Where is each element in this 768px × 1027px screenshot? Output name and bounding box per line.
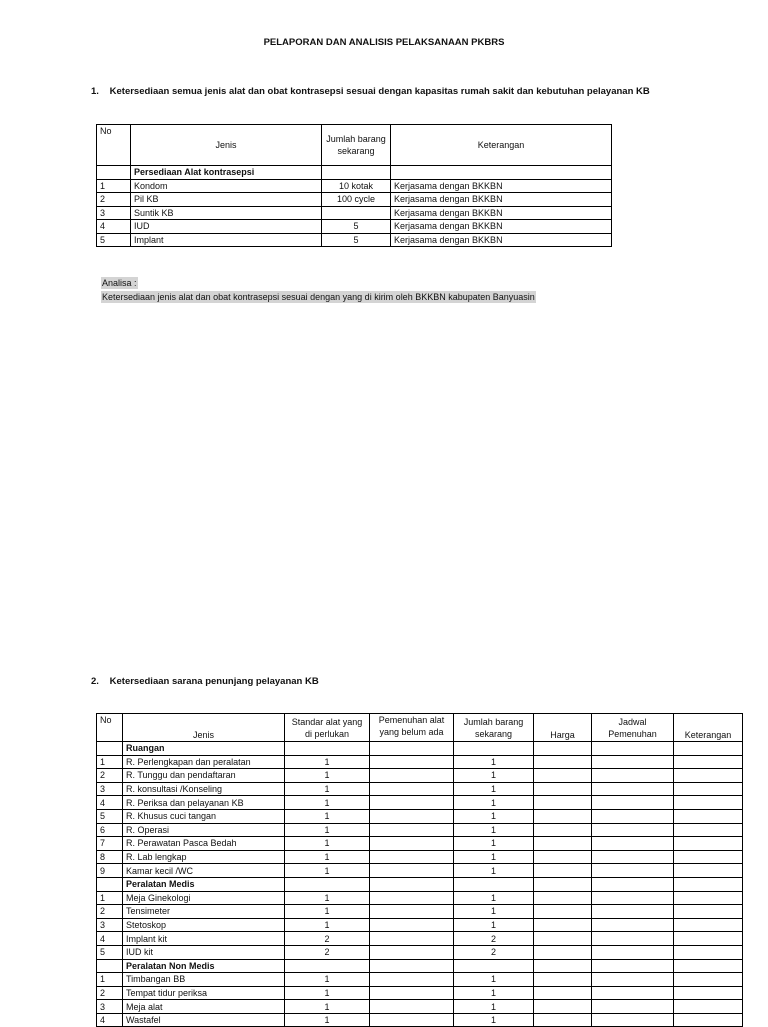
cell-standar: 1 — [285, 796, 370, 810]
cell-keterangan — [674, 769, 743, 783]
cell-standar: 1 — [285, 973, 370, 987]
cell-keterangan — [674, 918, 743, 932]
cell-jumlah: 1 — [454, 1013, 534, 1027]
cell-harga — [534, 891, 592, 905]
cell-jadwal — [592, 932, 674, 946]
cell-empty — [370, 959, 454, 973]
analysis-text: Ketersediaan jenis alat dan obat kontrasepsi sesuai dengan yang di kirim oleh BKKBN kabupaten Banyuasin — [102, 292, 535, 302]
cell-jenis: Kamar kecil /WC — [123, 864, 285, 878]
cell-no: 1 — [97, 973, 123, 987]
cell-keterangan — [674, 837, 743, 851]
cell-no: 1 — [97, 755, 123, 769]
cell-keterangan — [674, 823, 743, 837]
cell-standar: 2 — [285, 945, 370, 959]
cell-jadwal — [592, 945, 674, 959]
cell-jenis: Stetoskop — [123, 918, 285, 932]
cell-empty — [454, 959, 534, 973]
cell-jumlah: 1 — [454, 850, 534, 864]
cell-jumlah: 1 — [454, 837, 534, 851]
cell-empty — [592, 742, 674, 756]
cell-jadwal — [592, 986, 674, 1000]
cell-pemenuhan — [370, 809, 454, 823]
cell-harga — [534, 864, 592, 878]
cell-jumlah — [322, 206, 391, 220]
cell-empty — [592, 877, 674, 891]
page-title: PELAPORAN DAN ANALISIS PELAKSANAAN PKBRS — [263, 37, 505, 48]
cell-no: 5 — [97, 233, 131, 247]
table-row — [97, 891, 743, 905]
table-row — [97, 755, 743, 769]
cell-standar: 1 — [285, 1000, 370, 1014]
table-row — [97, 918, 743, 932]
cell-jenis: Implant — [131, 233, 322, 247]
cell-jumlah: 5 — [322, 220, 391, 234]
table-row — [97, 233, 612, 247]
cell-pemenuhan — [370, 986, 454, 1000]
cell-pemenuhan — [370, 796, 454, 810]
cell-harga — [534, 918, 592, 932]
cell-standar: 1 — [285, 823, 370, 837]
cell-no — [97, 166, 131, 180]
cell-jumlah: 1 — [454, 864, 534, 878]
cell-jadwal — [592, 755, 674, 769]
cell-keterangan: Kerjasama dengan BKKBN — [391, 233, 612, 247]
cell-jadwal — [592, 1013, 674, 1027]
contraceptive-stock-table — [96, 124, 612, 247]
cell-no: 4 — [97, 932, 123, 946]
section-2-heading — [91, 676, 319, 687]
cell-no: 9 — [97, 864, 123, 878]
cell-no — [97, 959, 123, 973]
cell-jadwal — [592, 1000, 674, 1014]
cell-keterangan — [674, 864, 743, 878]
cell-keterangan — [674, 986, 743, 1000]
cell-standar: 1 — [285, 905, 370, 919]
cell-jenis: Meja alat — [123, 1000, 285, 1014]
table-row — [97, 932, 743, 946]
cell-jumlah: 1 — [454, 973, 534, 987]
cell-jenis: Timbangan BB — [123, 973, 285, 987]
column-header-jadwal: Jadwal Pemenuhan — [592, 714, 674, 742]
cell-jadwal — [592, 769, 674, 783]
cell-no: 7 — [97, 837, 123, 851]
table-row — [97, 905, 743, 919]
cell-empty — [674, 742, 743, 756]
cell-keterangan — [674, 905, 743, 919]
cell-pemenuhan — [370, 837, 454, 851]
cell-jenis: R. Tunggu dan pendaftaran — [123, 769, 285, 783]
cell-harga — [534, 809, 592, 823]
cell-jumlah: 1 — [454, 755, 534, 769]
cell-harga — [534, 1000, 592, 1014]
table-row — [97, 864, 743, 878]
cell-harga — [534, 823, 592, 837]
cell-standar: 1 — [285, 864, 370, 878]
cell-no: 2 — [97, 986, 123, 1000]
group-label: Peralatan Non Medis — [123, 959, 285, 973]
cell-harga — [534, 769, 592, 783]
cell-no: 2 — [97, 769, 123, 783]
cell-no: 4 — [97, 1013, 123, 1027]
table-row — [97, 179, 612, 193]
cell-jadwal — [592, 837, 674, 851]
cell-jumlah: 1 — [454, 905, 534, 919]
table-row — [97, 823, 743, 837]
cell-jumlah: 10 kotak — [322, 179, 391, 193]
cell-no: 2 — [97, 905, 123, 919]
cell-standar: 1 — [285, 755, 370, 769]
cell-keterangan — [674, 1000, 743, 1014]
cell-pemenuhan — [370, 905, 454, 919]
cell-jumlah: 1 — [454, 769, 534, 783]
cell-keterangan: Kerjasama dengan BKKBN — [391, 206, 612, 220]
cell-jumlah — [322, 166, 391, 180]
cell-pemenuhan — [370, 932, 454, 946]
cell-standar: 1 — [285, 891, 370, 905]
cell-harga — [534, 755, 592, 769]
cell-empty — [370, 742, 454, 756]
cell-empty — [534, 742, 592, 756]
analysis-label: Analisa : — [102, 278, 137, 288]
cell-no: 3 — [97, 782, 123, 796]
cell-pemenuhan — [370, 769, 454, 783]
table-row — [97, 850, 743, 864]
cell-pemenuhan — [370, 823, 454, 837]
cell-harga — [534, 986, 592, 1000]
cell-empty — [370, 877, 454, 891]
column-header-jenis: Jenis — [131, 125, 322, 166]
cell-no: 4 — [97, 796, 123, 810]
table-row — [97, 220, 612, 234]
cell-no — [97, 742, 123, 756]
cell-jadwal — [592, 973, 674, 987]
table-row — [97, 796, 743, 810]
cell-no: 5 — [97, 809, 123, 823]
cell-standar: 1 — [285, 850, 370, 864]
cell-harga — [534, 796, 592, 810]
cell-jadwal — [592, 918, 674, 932]
section-2-heading-text: Ketersediaan sarana penunjang pelayanan KB — [109, 676, 319, 687]
column-header-standar: Standar alat yang di perlukan — [285, 714, 370, 742]
table-row — [97, 809, 743, 823]
cell-jenis: R. Perlengkapan dan peralatan — [123, 755, 285, 769]
cell-keterangan — [674, 932, 743, 946]
column-header-jumlah: Jumlah barang sekarang — [322, 125, 391, 166]
cell-jadwal — [592, 796, 674, 810]
group-row — [97, 166, 612, 180]
cell-pemenuhan — [370, 891, 454, 905]
cell-keterangan — [674, 891, 743, 905]
cell-keterangan — [674, 809, 743, 823]
cell-keterangan — [674, 755, 743, 769]
cell-jadwal — [592, 850, 674, 864]
column-header-keterangan: Keterangan — [674, 714, 743, 742]
cell-no: 1 — [97, 179, 131, 193]
cell-pemenuhan — [370, 850, 454, 864]
cell-jumlah: 1 — [454, 796, 534, 810]
table-row — [97, 973, 743, 987]
cell-pemenuhan — [370, 782, 454, 796]
cell-jadwal — [592, 891, 674, 905]
cell-jadwal — [592, 782, 674, 796]
cell-jenis: Kondom — [131, 179, 322, 193]
cell-keterangan — [674, 850, 743, 864]
cell-jenis: R. Lab lengkap — [123, 850, 285, 864]
group-row — [97, 877, 743, 891]
table-row — [97, 1013, 743, 1027]
cell-empty — [285, 742, 370, 756]
cell-empty — [592, 959, 674, 973]
cell-no: 5 — [97, 945, 123, 959]
cell-jumlah: 1 — [454, 809, 534, 823]
cell-standar: 1 — [285, 782, 370, 796]
cell-empty — [454, 742, 534, 756]
cell-jenis: IUD — [131, 220, 322, 234]
section-1-number: 1. — [91, 86, 99, 97]
cell-pemenuhan — [370, 864, 454, 878]
cell-no — [97, 877, 123, 891]
support-facilities-table — [96, 713, 743, 1027]
cell-no: 2 — [97, 193, 131, 207]
cell-no: 3 — [97, 1000, 123, 1014]
cell-empty — [674, 959, 743, 973]
cell-empty — [454, 877, 534, 891]
cell-harga — [534, 905, 592, 919]
cell-keterangan — [674, 1013, 743, 1027]
cell-jenis: R. Periksa dan pelayanan KB — [123, 796, 285, 810]
cell-keterangan: Kerjasama dengan BKKBN — [391, 179, 612, 193]
cell-standar: 1 — [285, 1013, 370, 1027]
cell-standar: 2 — [285, 932, 370, 946]
cell-harga — [534, 945, 592, 959]
cell-jadwal — [592, 823, 674, 837]
section-1-heading-text: Ketersediaan semua jenis alat dan obat kontrasepsi sesuai dengan kapasitas rumah sakit dan kebutuhan pelayanan KB — [109, 86, 650, 97]
cell-jumlah: 1 — [454, 891, 534, 905]
cell-pemenuhan — [370, 973, 454, 987]
cell-standar: 1 — [285, 837, 370, 851]
cell-pemenuhan — [370, 755, 454, 769]
cell-harga — [534, 932, 592, 946]
cell-standar: 1 — [285, 769, 370, 783]
cell-jumlah: 1 — [454, 782, 534, 796]
cell-no: 3 — [97, 918, 123, 932]
table-row — [97, 193, 612, 207]
cell-keterangan: Kerjasama dengan BKKBN — [391, 193, 612, 207]
cell-jumlah: 1 — [454, 823, 534, 837]
cell-jadwal — [592, 905, 674, 919]
column-header-pemenuhan: Pemenuhan alat yang belum ada — [370, 714, 454, 742]
cell-jenis: IUD kit — [123, 945, 285, 959]
cell-standar: 1 — [285, 918, 370, 932]
cell-no: 3 — [97, 206, 131, 220]
table-row — [97, 986, 743, 1000]
cell-jumlah: 1 — [454, 1000, 534, 1014]
cell-pemenuhan — [370, 918, 454, 932]
cell-standar: 1 — [285, 986, 370, 1000]
cell-jumlah: 1 — [454, 986, 534, 1000]
cell-no: 1 — [97, 891, 123, 905]
cell-empty — [285, 959, 370, 973]
section-2-number: 2. — [91, 676, 99, 687]
cell-harga — [534, 850, 592, 864]
cell-pemenuhan — [370, 1000, 454, 1014]
cell-harga — [534, 973, 592, 987]
cell-jenis: Meja Ginekologi — [123, 891, 285, 905]
table-row — [97, 782, 743, 796]
cell-harga — [534, 782, 592, 796]
cell-keterangan: Kerjasama dengan BKKBN — [391, 220, 612, 234]
group-label: Peralatan Medis — [123, 877, 285, 891]
cell-jenis: Tempat tidur periksa — [123, 986, 285, 1000]
column-header-no: No — [97, 714, 123, 742]
group-row — [97, 959, 743, 973]
cell-keterangan — [391, 166, 612, 180]
column-header-keterangan: Keterangan — [391, 125, 612, 166]
cell-harga — [534, 1013, 592, 1027]
table-header-row — [97, 714, 743, 742]
cell-pemenuhan — [370, 1013, 454, 1027]
table-row — [97, 769, 743, 783]
column-header-jenis: Jenis — [123, 714, 285, 742]
cell-jadwal — [592, 809, 674, 823]
group-label: Persediaan Alat kontrasepsi — [131, 166, 322, 180]
table-row — [97, 837, 743, 851]
column-header-jumlah: Jumlah barang sekarang — [454, 714, 534, 742]
cell-pemenuhan — [370, 945, 454, 959]
cell-jenis: Wastafel — [123, 1013, 285, 1027]
column-header-harga: Harga — [534, 714, 592, 742]
cell-no: 6 — [97, 823, 123, 837]
table-row — [97, 945, 743, 959]
cell-keterangan — [674, 796, 743, 810]
cell-jumlah: 5 — [322, 233, 391, 247]
cell-no: 8 — [97, 850, 123, 864]
cell-harga — [534, 837, 592, 851]
cell-jenis: Implant kit — [123, 932, 285, 946]
cell-jumlah: 2 — [454, 932, 534, 946]
cell-empty — [285, 877, 370, 891]
cell-jenis: R. konsultasi /Konseling — [123, 782, 285, 796]
cell-keterangan — [674, 782, 743, 796]
cell-keterangan — [674, 945, 743, 959]
cell-jumlah: 1 — [454, 918, 534, 932]
cell-jenis: R. Operasi — [123, 823, 285, 837]
table-row — [97, 206, 612, 220]
cell-jenis: R. Khusus cuci tangan — [123, 809, 285, 823]
cell-no: 4 — [97, 220, 131, 234]
table-row — [97, 1000, 743, 1014]
cell-standar: 1 — [285, 809, 370, 823]
cell-jumlah: 2 — [454, 945, 534, 959]
cell-jumlah: 100 cycle — [322, 193, 391, 207]
column-header-no: No — [97, 125, 131, 166]
cell-empty — [534, 877, 592, 891]
cell-empty — [674, 877, 743, 891]
cell-jenis: Tensimeter — [123, 905, 285, 919]
cell-jadwal — [592, 864, 674, 878]
group-row — [97, 742, 743, 756]
section-1-heading — [91, 86, 650, 97]
cell-jenis: Suntik KB — [131, 206, 322, 220]
cell-jenis: R. Perawatan Pasca Bedah — [123, 837, 285, 851]
cell-keterangan — [674, 973, 743, 987]
cell-jenis: Pil KB — [131, 193, 322, 207]
group-label: Ruangan — [123, 742, 285, 756]
cell-empty — [534, 959, 592, 973]
table-header-row — [97, 125, 612, 166]
